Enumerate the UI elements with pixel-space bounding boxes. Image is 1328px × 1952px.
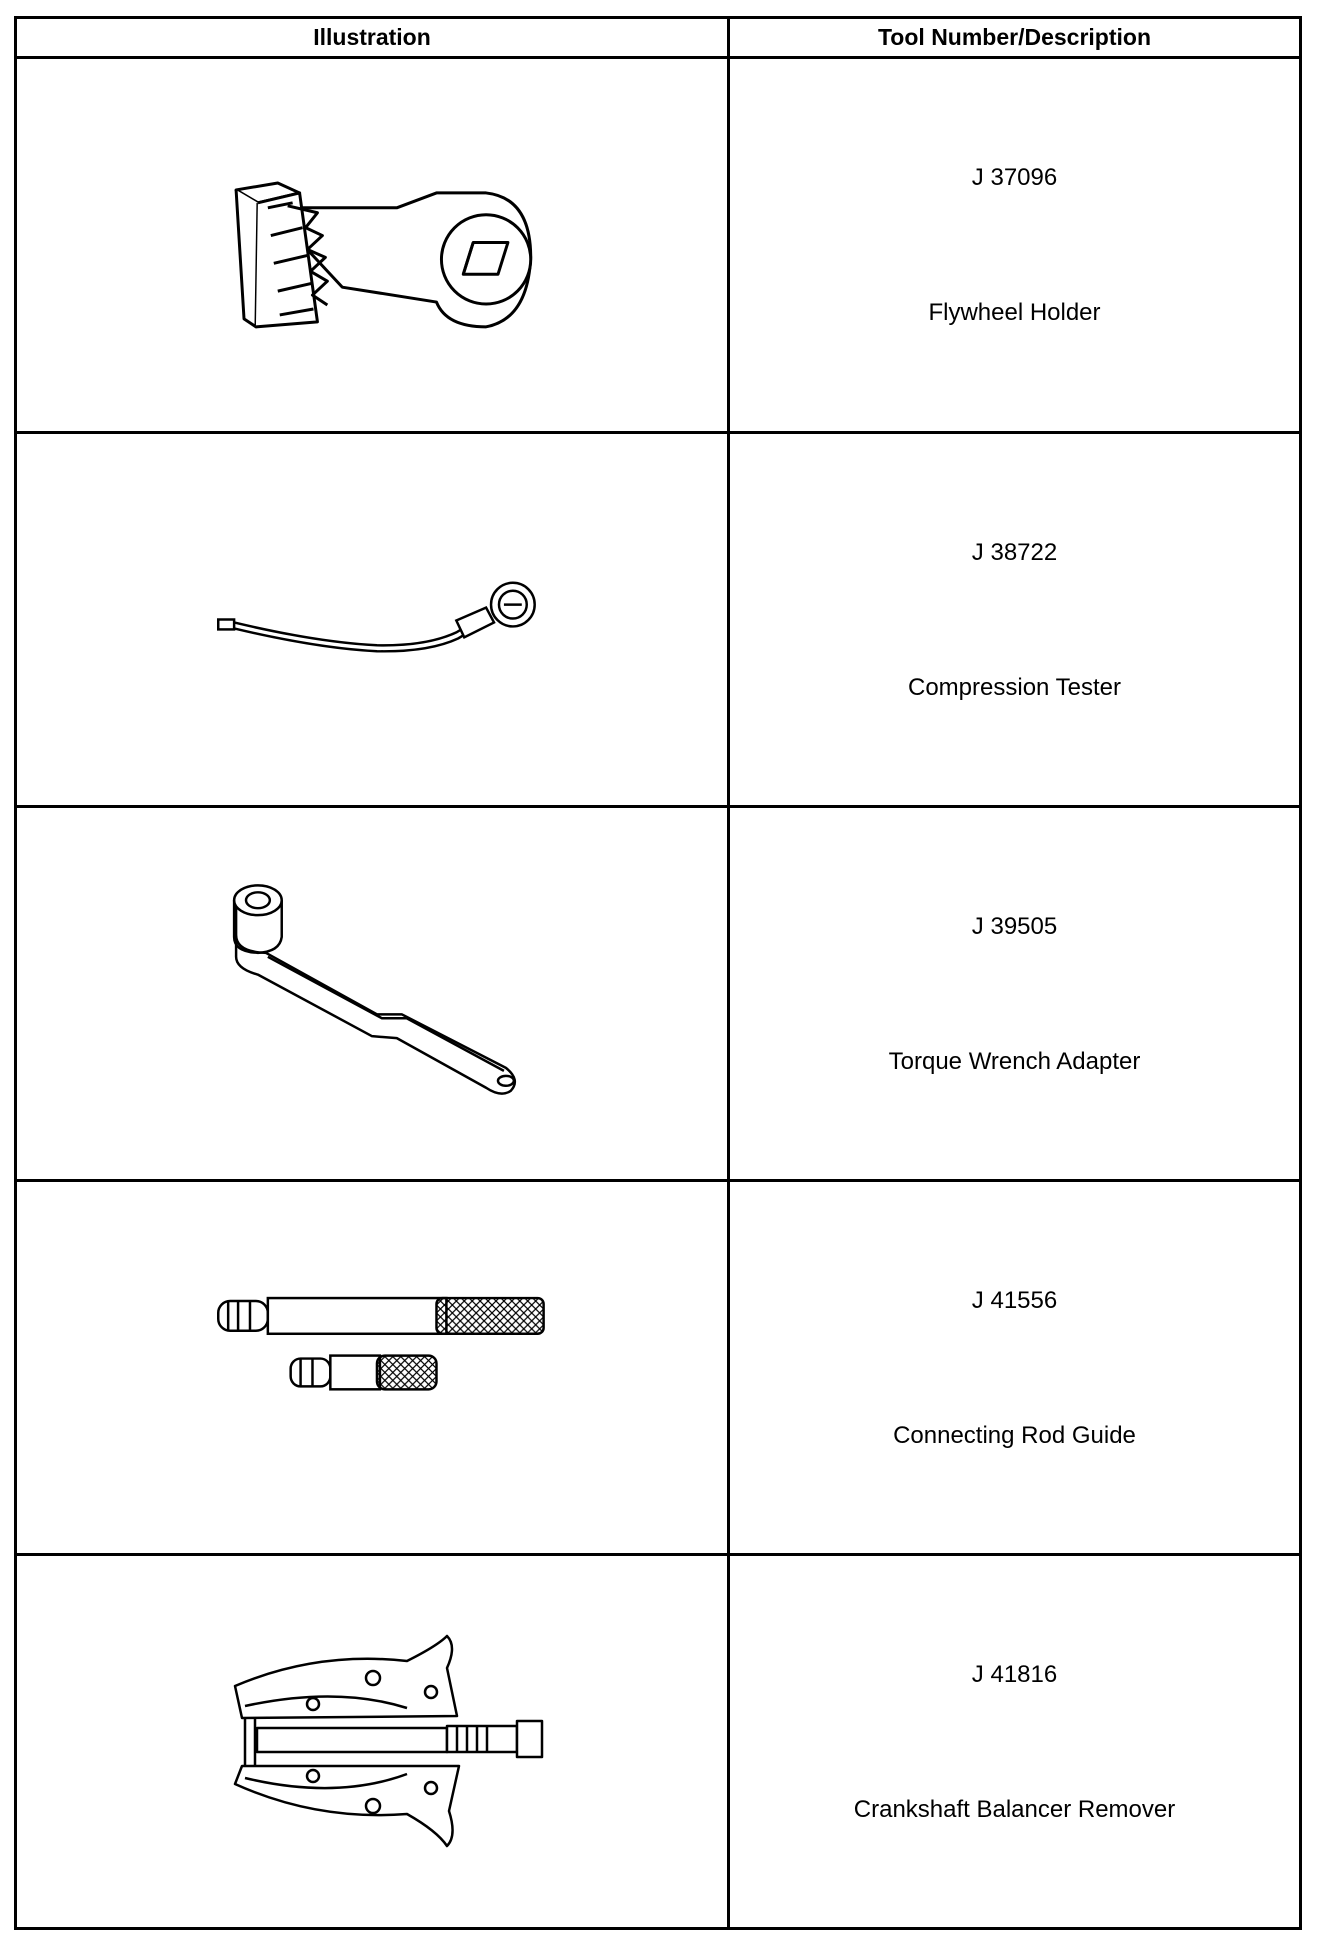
tool-description: Connecting Rod Guide xyxy=(893,1422,1136,1449)
torque-wrench-adapter-icon xyxy=(17,808,727,1179)
tool-number: J 39505 xyxy=(971,913,1058,940)
table-row xyxy=(17,434,1299,808)
tool-cell xyxy=(730,434,1299,805)
table-row xyxy=(17,808,1299,1182)
connecting-rod-guide-icon xyxy=(17,1182,727,1553)
compression-tester-icon xyxy=(17,434,727,805)
tool-number: J 41556 xyxy=(971,1287,1058,1314)
tool-cell xyxy=(730,1182,1299,1553)
tool-number: J 38722 xyxy=(971,539,1058,566)
tool-number: J 37096 xyxy=(971,164,1058,191)
flywheel-holder-icon xyxy=(17,59,727,431)
illustration-cell xyxy=(17,808,727,1179)
illustration-cell xyxy=(17,1182,727,1553)
tool-cell xyxy=(730,1556,1299,1927)
tool-description: Compression Tester xyxy=(908,674,1121,701)
table-header xyxy=(17,19,1299,59)
tool-number: J 41816 xyxy=(971,1661,1058,1688)
crankshaft-balancer-remover-icon xyxy=(17,1556,727,1927)
tool-description: Flywheel Holder xyxy=(928,299,1101,326)
tool-description: Torque Wrench Adapter xyxy=(888,1048,1141,1075)
tool-cell xyxy=(730,808,1299,1179)
illustration-cell xyxy=(17,1556,727,1927)
illustration-cell xyxy=(17,434,727,805)
illustration-header: Illustration xyxy=(313,24,431,50)
tool-header: Tool Number/Description xyxy=(877,24,1152,50)
tool-cell xyxy=(730,59,1299,431)
table-row xyxy=(17,59,1299,434)
table-row xyxy=(17,1182,1299,1556)
tool-description: Crankshaft Balancer Remover xyxy=(853,1796,1176,1823)
table-row xyxy=(17,1556,1299,1927)
tool-table xyxy=(14,16,1302,1930)
illustration-cell xyxy=(17,59,727,431)
